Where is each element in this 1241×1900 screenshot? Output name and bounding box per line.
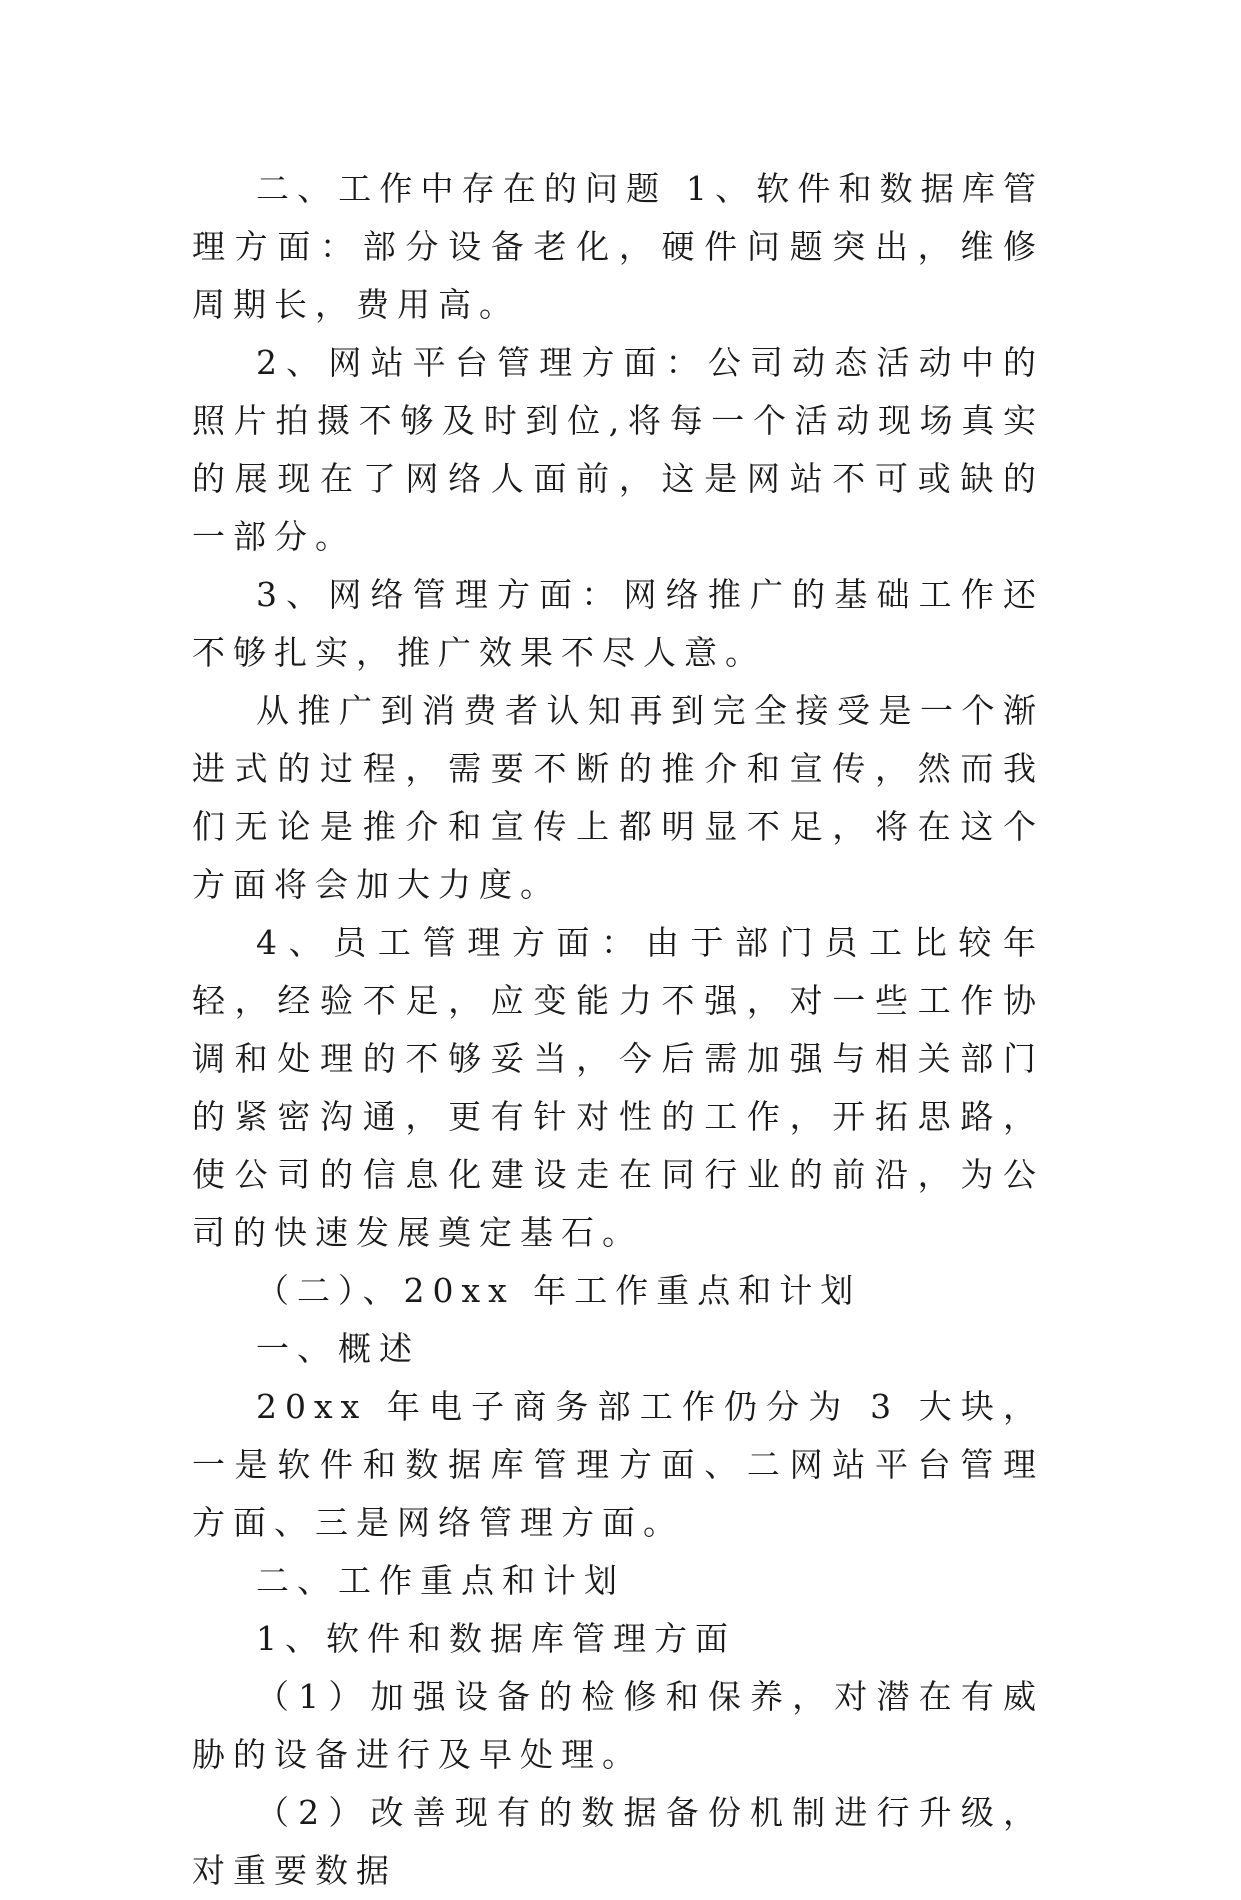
subheading-key-plans: 二、工作重点和计划 [256, 1561, 625, 1600]
paragraph-plan-item-1: （1）加强设备的检修和保养，对潜在有威胁的设备进行及早处理。 [192, 1677, 1044, 1774]
subheading-software-database: 1、软件和数据库管理方面 [256, 1619, 736, 1658]
paragraph-problems-staff: 4、员工管理方面：由于部门员工比较年轻，经验不足，应变能力不强，对一些工作协调和处理的不够妥当，今后需加强与相关部门的紧密沟通，更有针对性的工作，开拓思路，使公司的信息化建设走在同行业的前沿，为公司的快速发展奠定基石。 [192, 923, 1044, 1252]
section-heading-plan: （二）、20xx 年工作重点和计划 [256, 1271, 862, 1310]
paragraph-problems-website: 2、网站平台管理方面：公司动态活动中的照片拍摄不够及时到位,将每一个活动现场真实的展现在了网络人面前，这是网站不可或缺的一部分。 [192, 343, 1044, 556]
paragraph-overview: 20xx 年电子商务部工作仍分为 3 大块，一是软件和数据库管理方面、二网站平台管理方面、三是网络管理方面。 [192, 1387, 1044, 1542]
document-body [192, 160, 1044, 1900]
paragraph-problems-network: 3、网络管理方面：网络推广的基础工作还不够扎实，推广效果不尽人意。 [192, 575, 1044, 672]
paragraph-problems-software: 二、工作中存在的问题 1、软件和数据库管理方面：部分设备老化，硬件问题突出，维修周期长，费用高。 [192, 169, 1044, 324]
paragraph-plan-item-2: （2）改善现有的数据备份机制进行升级，对重要数据 [192, 1793, 1044, 1890]
paragraph-promotion: 从推广到消费者认知再到完全接受是一个渐进式的过程，需要不断的推介和宣传，然而我们无论是推介和宣传上都明显不足，将在这个方面将会加大力度。 [192, 691, 1044, 904]
subheading-overview: 一、概述 [256, 1329, 420, 1368]
